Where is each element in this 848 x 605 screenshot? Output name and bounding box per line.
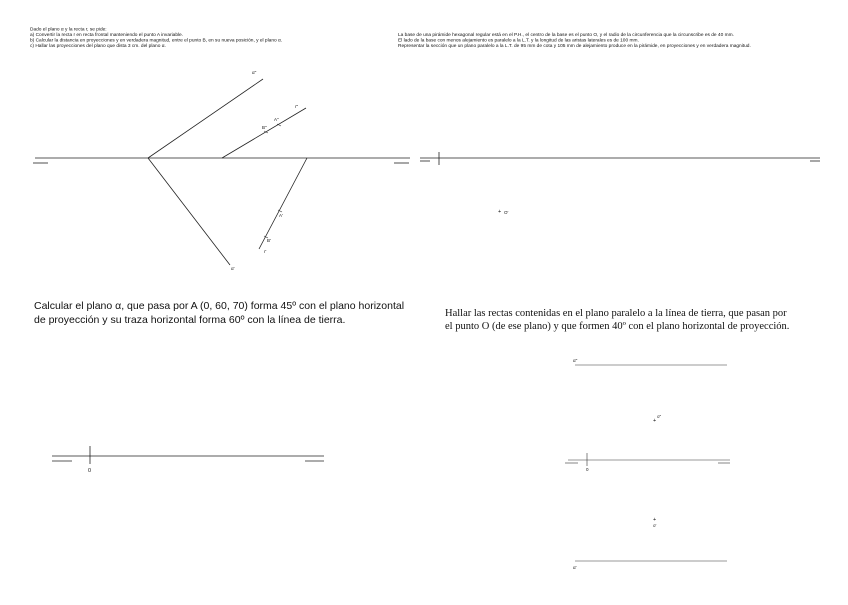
point-o-vertical-label: o'' xyxy=(657,414,662,419)
point-o-horizontal-cross: + xyxy=(653,517,657,523)
exercise-3-line-2: de proyección y su traza horizontal forma 60º con la línea de tierra. xyxy=(34,314,346,326)
origin-label: 0 xyxy=(88,468,92,474)
r-vertical-label: r'' xyxy=(295,104,299,109)
b-horizontal-label: B' xyxy=(267,238,271,243)
line-r-horizontal-projection xyxy=(259,158,307,249)
exercise-3 xyxy=(34,300,404,474)
exercise-1-line-4: c) Hallar las proyecciones del plano que dista 3 cm. del plano α. xyxy=(30,44,166,49)
point-o-label: O' xyxy=(504,210,509,215)
exercise-1-line-1: Dado el plano α y la recta r, se pide: xyxy=(30,27,107,33)
point-o-cross: + xyxy=(498,209,502,215)
exercise-3-line-1: Calcular el plano α, que pasa por A (0, 60, 70) forma 45º con el plano horizontal xyxy=(34,300,405,312)
alpha-vertical-trace xyxy=(148,79,263,158)
exercise-4 xyxy=(445,308,789,570)
a-horizontal-label: A' xyxy=(279,213,283,218)
exercise-2-line-2: El lado de la base con menos alejamiento es paralelo a la L.T. y la longitud de las aristas laterales es de 100 mm. xyxy=(398,38,639,44)
alpha-horizontal-trace xyxy=(148,158,230,265)
alpha-horizontal-label: α' xyxy=(231,266,235,271)
zero-label: 0 xyxy=(586,467,589,472)
exercise-2-line-1: La base de una pirámide hexagonal regular está en el P.H., el centro de la base es el punto O, y el radio de la circunferencia que la circunscribe es de 40 mm. xyxy=(398,33,734,38)
alpha-vertical-label: α'' xyxy=(252,70,257,75)
alpha-vertical-trace-label: α'' xyxy=(573,358,578,363)
alpha-horizontal-trace-label: α' xyxy=(573,565,577,570)
exercise-2-statement xyxy=(398,32,751,49)
exercise-1-statement xyxy=(30,27,282,50)
exercise-1 xyxy=(30,27,410,272)
exercise-4-line-1: Hallar las rectas contenidas en el plano paralelo a la línea de tierra, que pasan por xyxy=(445,308,787,319)
r-horizontal-label: r' xyxy=(264,249,267,254)
point-o-horizontal-label: o' xyxy=(653,523,657,528)
exercise-4-line-2: el punto O (de ese plano) y que formen 40º con el plano horizontal de proyección. xyxy=(445,321,790,332)
exercise-2 xyxy=(398,32,820,215)
point-o-vertical-cross: + xyxy=(653,418,657,424)
exercise-1-line-2: a) Convertir la recta r en recta frontal manteniendo el punto A invariable. xyxy=(30,33,184,38)
b-vertical-label: B'' xyxy=(262,125,267,130)
exercise-2-line-3: Representar la sección que un plano paralelo a la L.T. de 95 mm de cota y 105 mm de alejamiento produce en la pirámide, en proyecciones y en verdadera magnitud. xyxy=(398,44,751,49)
a-vertical-label: A'' xyxy=(274,117,279,122)
line-r-vertical-projection xyxy=(222,108,306,158)
exercise-1-line-3: b) Calcular la distancia en proyecciones y en verdadera magnitud, entre el punto B, en su nueva posición, y el plano α. xyxy=(30,38,283,44)
